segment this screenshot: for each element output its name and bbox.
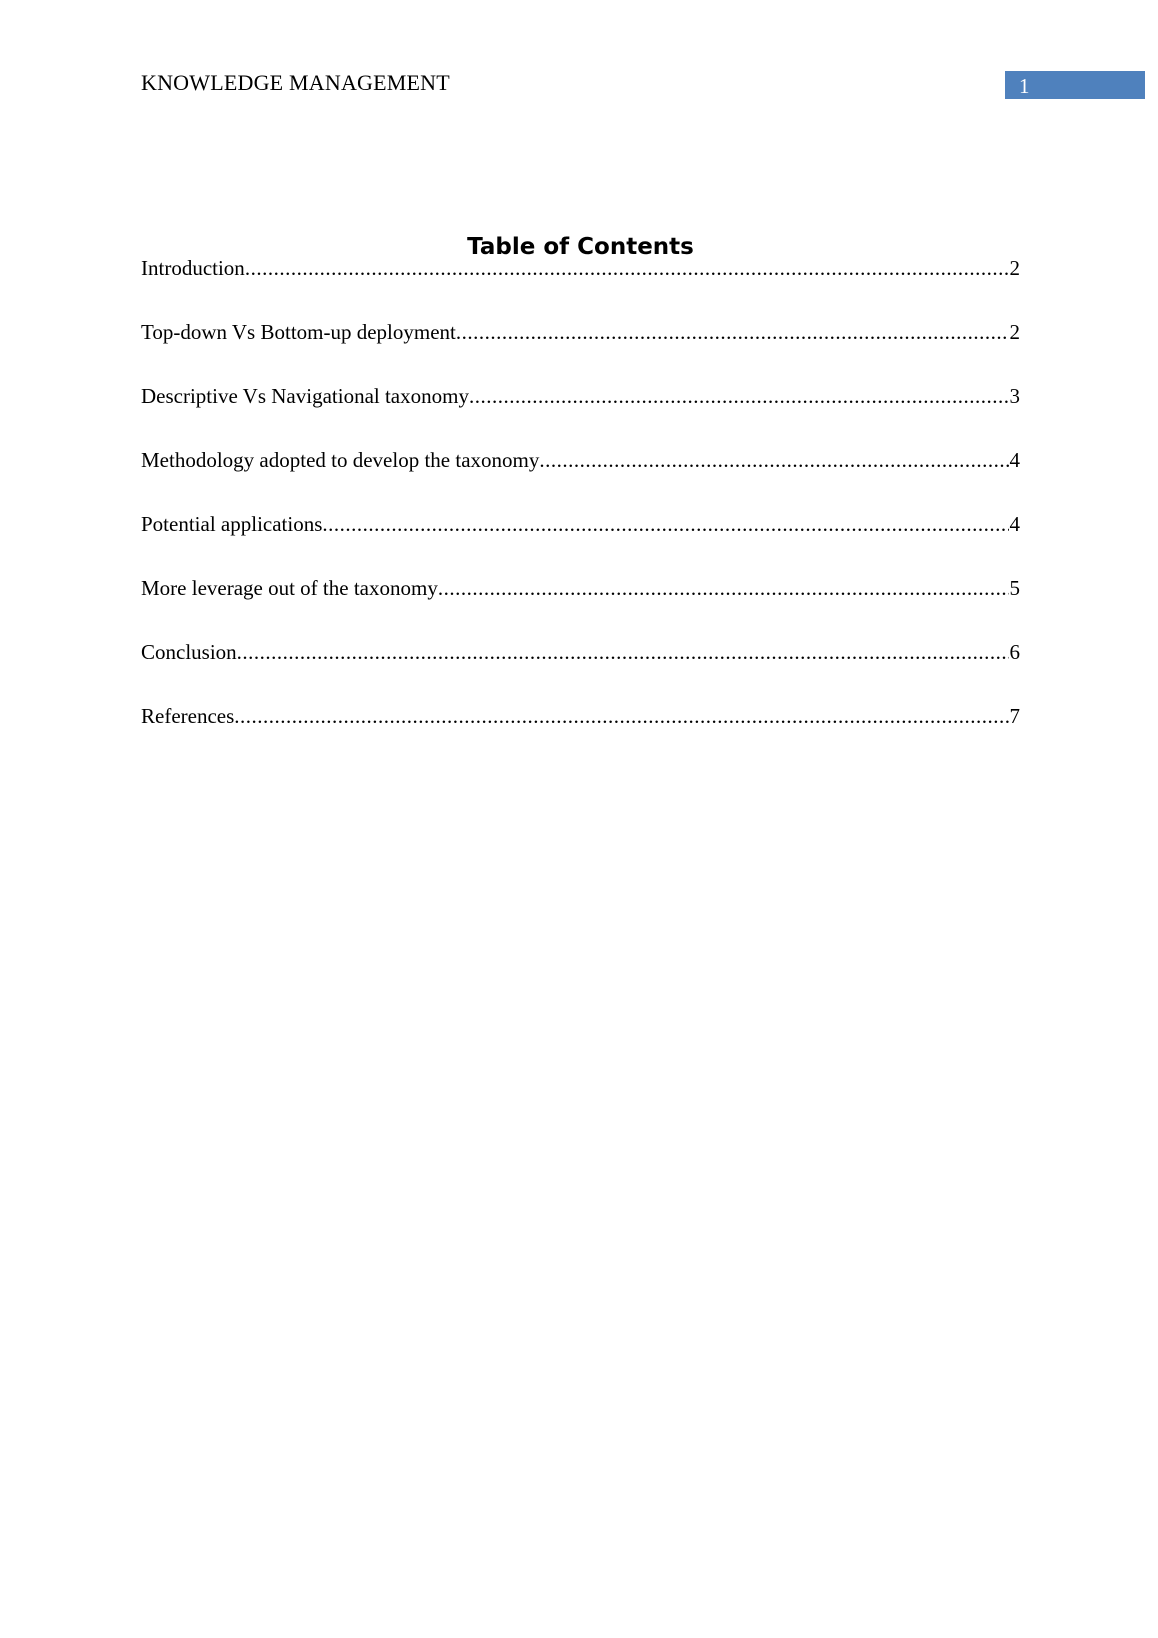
toc-dot-leader [438, 574, 1009, 602]
toc-entry-page: 4 [1009, 448, 1020, 472]
toc-entry-descriptive-vs-navigational[interactable] [141, 382, 1020, 410]
toc-entry-label: Potential applications [141, 512, 323, 536]
toc-dot-leader [539, 446, 1008, 474]
toc-entry-page: 5 [1009, 576, 1020, 600]
toc-entry-label: Top-down Vs Bottom-up deployment [141, 320, 456, 344]
toc-entry-page: 2 [1009, 256, 1020, 280]
toc-entry-methodology[interactable] [141, 446, 1020, 474]
running-header-title: KNOWLEDGE MANAGEMENT [141, 70, 450, 95]
page-number-badge: 1 [1005, 71, 1145, 99]
toc-entry-label: More leverage out of the taxonomy [141, 576, 438, 600]
toc-entry-references[interactable] [141, 702, 1020, 730]
toc-entry-page: 6 [1009, 640, 1020, 664]
toc-entry-page: 3 [1009, 384, 1020, 408]
toc-entry-label: Introduction [141, 256, 245, 280]
toc-entry-introduction[interactable] [141, 254, 1020, 282]
toc-dot-leader [245, 254, 1009, 282]
toc-entry-conclusion[interactable] [141, 638, 1020, 666]
toc-entry-page: 4 [1009, 512, 1020, 536]
toc-entry-more-leverage[interactable] [141, 574, 1020, 602]
toc-dot-leader [469, 382, 1009, 410]
toc-entry-page: 2 [1009, 320, 1020, 344]
toc-dot-leader [456, 318, 1009, 346]
toc-entry-top-down-vs-bottom-up[interactable] [141, 318, 1020, 346]
toc-heading: Table of Contents [467, 234, 694, 261]
table-of-contents [141, 254, 1020, 766]
toc-dot-leader [234, 702, 1008, 730]
toc-entry-label: Conclusion [141, 640, 237, 664]
toc-entry-label: Methodology adopted to develop the taxonomy [141, 448, 540, 472]
toc-entry-page: 7 [1009, 704, 1020, 728]
toc-entry-potential-applications[interactable] [141, 510, 1020, 538]
toc-entry-label: References [141, 704, 235, 728]
toc-dot-leader [237, 638, 1009, 666]
toc-entry-label: Descriptive Vs Navigational taxonomy [141, 384, 469, 408]
toc-dot-leader [322, 510, 1008, 538]
